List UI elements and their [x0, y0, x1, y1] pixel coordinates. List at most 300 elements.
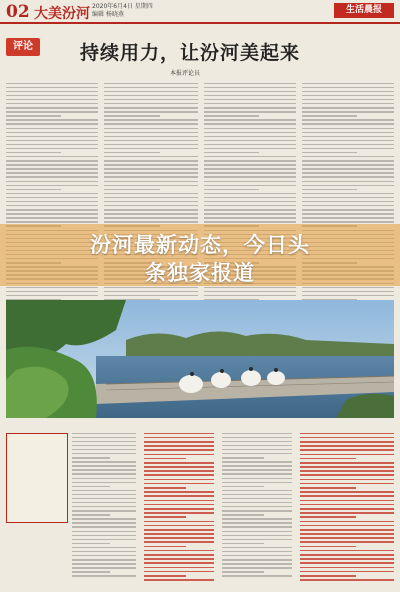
- text-line: [144, 437, 214, 439]
- text-line: [302, 185, 394, 186]
- text-line: [144, 562, 214, 564]
- text-line: [204, 291, 296, 292]
- text-line: [144, 500, 214, 502]
- text-line: [72, 449, 136, 450]
- text-line: [104, 189, 160, 190]
- text-line: [144, 546, 186, 548]
- text-line: [104, 95, 198, 96]
- text-line: [104, 87, 198, 88]
- text-line: [204, 144, 296, 145]
- text-line: [300, 541, 394, 543]
- text-line: [204, 213, 296, 214]
- text-line: [204, 176, 296, 177]
- text-line: [300, 487, 356, 489]
- text-line: [302, 148, 394, 149]
- text-line: [104, 291, 198, 292]
- text-line: [104, 181, 198, 182]
- text-line: [222, 478, 292, 479]
- text-line: [104, 132, 198, 133]
- text-line: [300, 466, 394, 468]
- text-line: [72, 518, 136, 519]
- text-line: [204, 83, 296, 84]
- text-line: [6, 107, 98, 108]
- newspaper-logo: 生活晨报: [334, 3, 394, 18]
- text-line: [6, 156, 98, 157]
- text-line: [222, 490, 292, 491]
- text-line: [302, 144, 394, 145]
- text-line: [302, 295, 394, 296]
- text-line: [6, 148, 98, 149]
- text-line: [144, 495, 214, 497]
- text-line: [222, 437, 292, 438]
- text-line: [204, 156, 296, 157]
- text-line: [204, 140, 296, 141]
- text-line: [300, 508, 394, 510]
- text-line: [302, 189, 357, 190]
- text-line: [222, 522, 292, 523]
- text-line: [72, 469, 136, 470]
- river-photo-illustration: [6, 300, 394, 418]
- text-line: [104, 221, 198, 222]
- text-line: [204, 132, 296, 133]
- text-line: [72, 547, 136, 548]
- text-line: [300, 575, 356, 577]
- text-line: [300, 474, 394, 476]
- text-line: [300, 554, 394, 556]
- text-line: [104, 185, 198, 186]
- text-line: [204, 197, 296, 198]
- text-line: [72, 478, 136, 479]
- text-line: [204, 87, 296, 88]
- article-byline: 本报评论员: [170, 70, 201, 77]
- text-line: [72, 571, 110, 572]
- text-line: [104, 205, 198, 206]
- text-line: [144, 433, 214, 435]
- text-line: [222, 547, 292, 548]
- text-line: [6, 217, 98, 218]
- text-line: [300, 579, 394, 581]
- overlay-title-line1: 汾河最新动态，今日头: [90, 233, 310, 257]
- text-line: [302, 123, 394, 124]
- text-line: [302, 221, 394, 222]
- text-line: [6, 91, 98, 92]
- text-line: [6, 213, 98, 214]
- text-line: [144, 491, 214, 493]
- text-line: [222, 510, 292, 511]
- text-line: [104, 164, 198, 165]
- text-line: [6, 144, 98, 145]
- text-line: [204, 103, 296, 104]
- text-line: [222, 441, 292, 442]
- text-line: [300, 495, 394, 497]
- text-line: [300, 458, 356, 460]
- text-line: [104, 123, 198, 124]
- text-line: [222, 518, 292, 519]
- text-line: [300, 445, 394, 447]
- text-line: [302, 91, 394, 92]
- text-line: [302, 128, 394, 129]
- text-line: [204, 209, 296, 210]
- text-line: [72, 514, 110, 515]
- text-line: [204, 111, 296, 112]
- text-line: [144, 449, 214, 451]
- text-line: [144, 529, 214, 531]
- text-line: [302, 111, 394, 112]
- text-line: [6, 99, 98, 100]
- text-line: [104, 128, 198, 129]
- text-line: [72, 543, 110, 544]
- text-line: [144, 579, 214, 581]
- text-line: [72, 510, 136, 511]
- text-line: [6, 95, 98, 96]
- text-line: [72, 506, 136, 507]
- text-line: [72, 502, 136, 503]
- text-line: [222, 506, 292, 507]
- text-line: [222, 433, 292, 434]
- text-line: [6, 221, 98, 222]
- text-line: [6, 103, 98, 104]
- text-line: [72, 473, 136, 474]
- text-line: [302, 164, 394, 165]
- page-number: 02: [6, 2, 30, 22]
- text-line: [144, 504, 214, 506]
- text-line: [204, 189, 259, 190]
- text-line: [72, 445, 136, 446]
- text-line: [104, 83, 198, 84]
- text-line: [144, 479, 214, 481]
- text-line: [104, 103, 198, 104]
- article-headline: 持续用力，让汾河美起来: [80, 42, 301, 64]
- text-line: [72, 482, 136, 483]
- text-line: [222, 571, 264, 572]
- text-line: [302, 209, 394, 210]
- river-photo: [6, 300, 394, 418]
- text-line: [222, 531, 292, 532]
- issue-date: 2020年6月4日 星期四: [92, 3, 153, 10]
- text-line: [204, 172, 296, 173]
- issue-meta: [92, 3, 153, 19]
- text-line: [144, 533, 214, 535]
- text-line: [302, 172, 394, 173]
- text-line: [104, 140, 198, 141]
- text-line: [6, 201, 98, 202]
- text-line: [204, 201, 296, 202]
- text-line: [104, 156, 198, 157]
- text-line: [144, 487, 186, 489]
- text-line: [204, 164, 296, 165]
- text-line: [300, 533, 394, 535]
- text-line: [144, 483, 214, 485]
- text-line: [72, 535, 136, 536]
- text-line: [300, 433, 394, 435]
- text-line: [72, 563, 136, 564]
- text-line: [302, 181, 394, 182]
- text-line: [204, 128, 296, 129]
- text-line: [222, 526, 292, 527]
- comment-tag: 评论: [6, 38, 40, 56]
- text-line: [300, 537, 394, 539]
- text-line: [6, 83, 98, 84]
- text-line: [144, 466, 214, 468]
- text-line: [72, 531, 136, 532]
- text-line: [104, 91, 198, 92]
- text-line: [104, 213, 198, 214]
- text-line: [6, 111, 98, 112]
- text-line: [222, 461, 292, 462]
- text-line: [222, 575, 292, 576]
- text-line: [104, 119, 198, 120]
- text-column-1: [6, 80, 98, 330]
- sidebar-box: [6, 433, 68, 523]
- text-line: [72, 441, 136, 442]
- text-line: [204, 217, 296, 218]
- text-line: [302, 119, 394, 120]
- text-line: [222, 498, 292, 499]
- text-line: [222, 539, 292, 540]
- bottom-column-3: [222, 430, 292, 590]
- text-line: [222, 567, 292, 568]
- text-line: [300, 441, 394, 443]
- text-line: [204, 221, 296, 222]
- text-line: [222, 559, 292, 560]
- text-line: [204, 115, 259, 116]
- text-line: [204, 295, 296, 296]
- text-line: [144, 571, 214, 573]
- text-line: [6, 128, 98, 129]
- text-line: [144, 550, 214, 552]
- text-line: [222, 551, 292, 552]
- text-line: [104, 115, 160, 116]
- text-line: [300, 571, 394, 573]
- text-line: [144, 525, 214, 527]
- text-line: [104, 176, 198, 177]
- text-line: [72, 453, 136, 454]
- text-line: [6, 209, 98, 210]
- text-line: [222, 535, 292, 536]
- text-line: [6, 140, 98, 141]
- bottom-column-4: [300, 430, 394, 590]
- text-column-2: [104, 80, 198, 330]
- text-line: [104, 172, 198, 173]
- text-line: [302, 160, 394, 161]
- text-line: [104, 99, 198, 100]
- text-line: [6, 115, 61, 116]
- text-line: [204, 107, 296, 108]
- text-line: [222, 453, 292, 454]
- text-line: [302, 87, 394, 88]
- text-line: [300, 491, 394, 493]
- text-line: [72, 526, 136, 527]
- text-line: [300, 470, 394, 472]
- text-line: [222, 563, 292, 564]
- text-line: [300, 479, 394, 481]
- text-line: [144, 512, 214, 514]
- text-line: [222, 494, 292, 495]
- text-line: [72, 559, 136, 560]
- text-line: [72, 555, 136, 556]
- text-line: [302, 95, 394, 96]
- text-line: [222, 445, 292, 446]
- text-line: [300, 462, 394, 464]
- text-line: [6, 197, 98, 198]
- text-line: [300, 437, 394, 439]
- text-line: [144, 567, 214, 569]
- text-line: [6, 172, 98, 173]
- text-line: [144, 458, 186, 460]
- text-line: [222, 449, 292, 450]
- text-line: [302, 136, 394, 137]
- text-line: [6, 185, 98, 186]
- text-line: [144, 462, 214, 464]
- text-line: [300, 516, 356, 518]
- text-line: [144, 474, 214, 476]
- text-line: [300, 483, 394, 485]
- text-line: [204, 205, 296, 206]
- text-line: [302, 176, 394, 177]
- text-line: [104, 197, 198, 198]
- text-line: [222, 465, 292, 466]
- masthead: [0, 0, 400, 24]
- text-line: [204, 160, 296, 161]
- text-line: [6, 193, 98, 194]
- text-line: [6, 123, 98, 124]
- text-line: [302, 115, 357, 116]
- text-column-3: [204, 80, 296, 330]
- text-line: [104, 201, 198, 202]
- text-line: [300, 504, 394, 506]
- text-line: [6, 291, 98, 292]
- text-line: [6, 119, 98, 120]
- text-line: [104, 144, 198, 145]
- text-line: [204, 99, 296, 100]
- text-line: [204, 181, 296, 182]
- text-line: [144, 441, 214, 443]
- text-line: [300, 512, 394, 514]
- text-line: [72, 437, 136, 438]
- text-line: [222, 543, 264, 544]
- text-line: [104, 136, 198, 137]
- text-line: [6, 176, 98, 177]
- text-line: [72, 498, 136, 499]
- text-line: [302, 107, 394, 108]
- text-line: [204, 152, 259, 153]
- text-line: [222, 486, 264, 487]
- text-line: [72, 457, 110, 458]
- text-line: [222, 457, 264, 458]
- text-line: [302, 99, 394, 100]
- text-line: [144, 558, 214, 560]
- text-line: [72, 551, 136, 552]
- overlay-title-line2: 条独家报道: [145, 261, 255, 285]
- text-line: [6, 189, 61, 190]
- text-line: [6, 205, 98, 206]
- text-line: [6, 152, 61, 153]
- text-line: [302, 201, 394, 202]
- text-line: [104, 209, 198, 210]
- text-line: [6, 132, 98, 133]
- text-line: [302, 103, 394, 104]
- text-line: [144, 541, 214, 543]
- text-line: [104, 160, 198, 161]
- text-line: [144, 470, 214, 472]
- text-line: [144, 575, 186, 577]
- text-line: [302, 217, 394, 218]
- text-line: [144, 537, 214, 539]
- text-line: [222, 502, 292, 503]
- text-line: [72, 575, 136, 576]
- text-line: [300, 525, 394, 527]
- text-line: [144, 516, 186, 518]
- text-line: [104, 295, 198, 296]
- text-line: [302, 168, 394, 169]
- text-line: [204, 91, 296, 92]
- text-line: [302, 193, 394, 194]
- text-line: [300, 558, 394, 560]
- text-line: [302, 205, 394, 206]
- text-line: [222, 482, 292, 483]
- text-line: [72, 486, 110, 487]
- text-line: [104, 111, 198, 112]
- text-line: [300, 546, 356, 548]
- text-line: [104, 217, 198, 218]
- text-line: [104, 168, 198, 169]
- text-line: [204, 136, 296, 137]
- text-line: [204, 148, 296, 149]
- text-line: [6, 160, 98, 161]
- text-line: [6, 87, 98, 88]
- text-line: [104, 152, 160, 153]
- text-line: [72, 494, 136, 495]
- text-line: [6, 164, 98, 165]
- bottom-column-1: [72, 430, 136, 590]
- text-line: [300, 562, 394, 564]
- text-line: [302, 132, 394, 133]
- text-line: [302, 140, 394, 141]
- bottom-column-2: [144, 430, 214, 590]
- text-line: [204, 123, 296, 124]
- text-line: [204, 185, 296, 186]
- text-line: [222, 514, 264, 515]
- text-line: [6, 295, 98, 296]
- text-line: [104, 193, 198, 194]
- text-line: [104, 148, 198, 149]
- text-line: [6, 181, 98, 182]
- text-line: [302, 197, 394, 198]
- text-line: [144, 508, 214, 510]
- text-line: [222, 555, 292, 556]
- text-line: [72, 465, 136, 466]
- text-line: [300, 567, 394, 569]
- text-line: [6, 136, 98, 137]
- text-line: [302, 152, 357, 153]
- text-line: [300, 449, 394, 451]
- text-line: [300, 454, 394, 456]
- text-line: [222, 469, 292, 470]
- text-line: [300, 500, 394, 502]
- text-line: [72, 567, 136, 568]
- editor-line: 编辑 杨晓燕: [92, 11, 124, 18]
- text-line: [300, 550, 394, 552]
- text-line: [72, 433, 136, 434]
- text-line: [302, 291, 394, 292]
- text-line: [144, 554, 214, 556]
- text-line: [144, 445, 214, 447]
- text-line: [72, 461, 136, 462]
- text-line: [72, 522, 136, 523]
- text-line: [204, 95, 296, 96]
- text-line: [104, 107, 198, 108]
- text-line: [6, 168, 98, 169]
